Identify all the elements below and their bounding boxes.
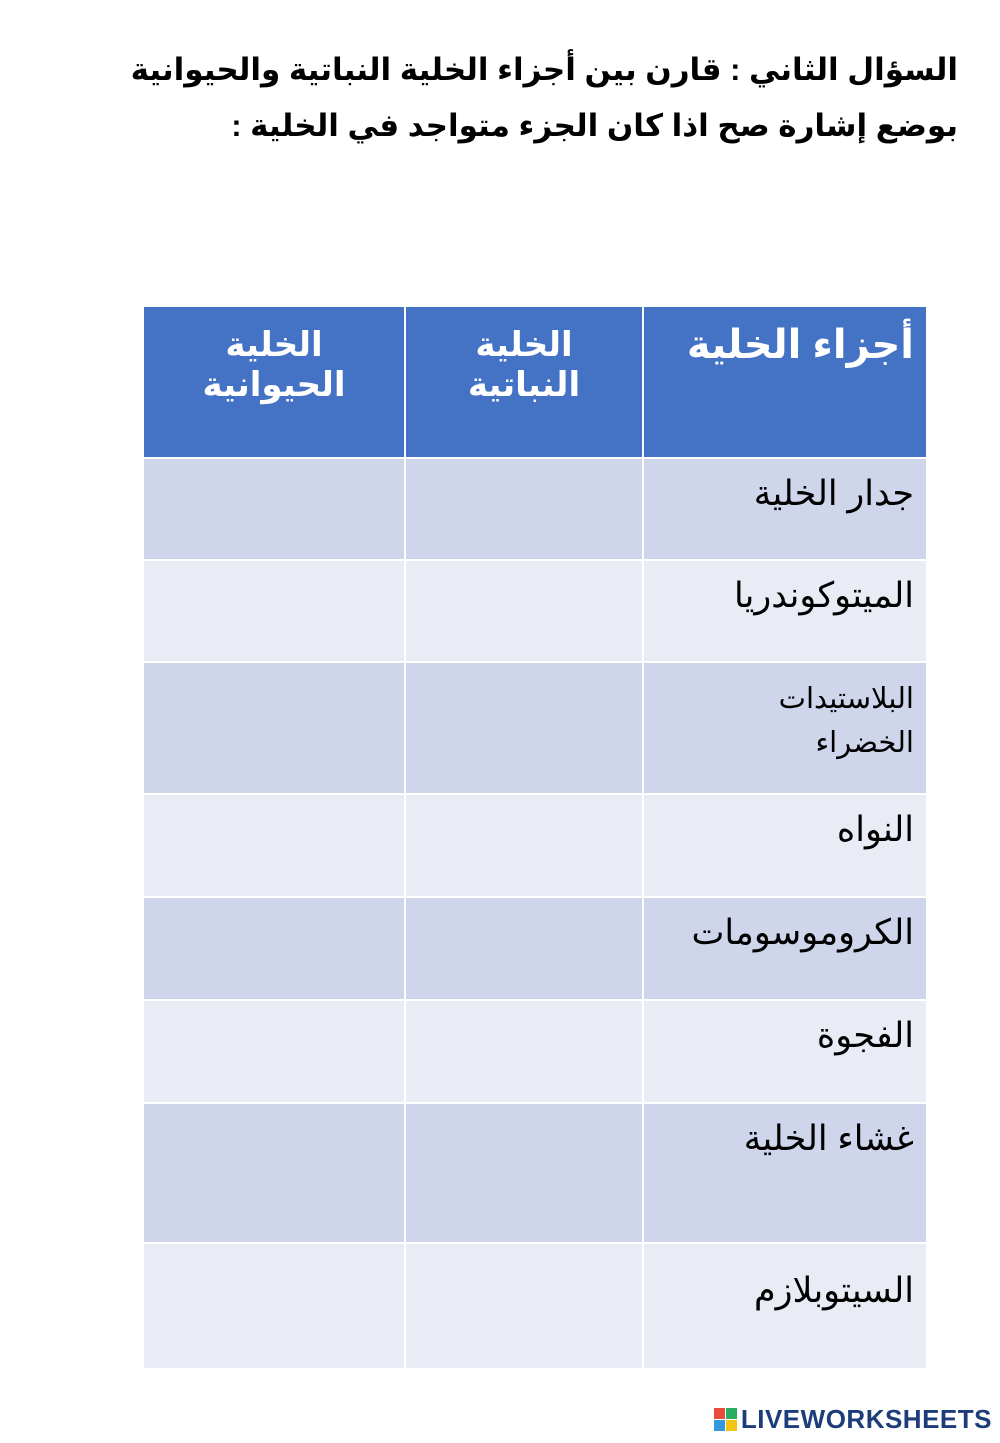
part-cell-vacuole: الفجوة [643,1000,927,1103]
table-row [143,560,927,662]
plant-check-cell-membrane[interactable] [405,1103,643,1243]
header-cell-plant [405,306,643,458]
animal-check-mitochondria[interactable] [143,560,405,662]
part-cell-chloroplasts [643,662,927,794]
part-cell-cell-membrane: غشاء الخلية [643,1103,927,1243]
header-cell-animal [143,306,405,458]
animal-check-cytoplasm[interactable] [143,1243,405,1369]
plant-check-vacuole[interactable] [405,1000,643,1103]
table-row [143,1103,927,1243]
header-plant-line-2: النباتية [467,366,581,404]
logo-square-2 [726,1408,737,1419]
plant-check-nucleus[interactable] [405,794,643,897]
part-cell-cytoplasm: السيتوبلازم [643,1243,927,1369]
animal-check-nucleus[interactable] [143,794,405,897]
table-row [143,897,927,1000]
part-cell-cell-wall: جدار الخلية [643,458,927,560]
table-row [143,794,927,897]
liveworksheets-brand [714,1404,992,1435]
question-text [98,42,958,154]
table-row [143,458,927,560]
table-header-row [143,306,927,458]
header-cell-parts [643,306,927,458]
part-chloroplasts-line-1: البلاستيدات [778,683,914,715]
question-line-1: السؤال الثاني : قارن بين أجزاء الخلية النباتية والحيوانية [130,52,958,87]
header-animal-line-1: الخلية [225,326,323,364]
part-chloroplasts-line-2: الخضراء [815,727,914,759]
logo-square-3 [714,1420,725,1431]
logo-square-4 [726,1420,737,1431]
plant-check-mitochondria[interactable] [405,560,643,662]
table-row [143,662,927,794]
animal-check-chromosomes[interactable] [143,897,405,1000]
animal-check-chloroplasts[interactable] [143,662,405,794]
header-plant-line-1: الخلية [475,326,573,364]
liveworksheets-logo-icon [714,1408,737,1431]
table-row [143,1243,927,1369]
question-line-2: بوضع إشارة صح اذا كان الجزء متواجد في الخلية : [231,108,958,143]
part-cell-mitochondria: الميتوكوندريا [643,560,927,662]
part-cell-chromosomes: الكروموسومات [643,897,927,1000]
plant-check-chromosomes[interactable] [405,897,643,1000]
animal-check-cell-wall[interactable] [143,458,405,560]
header-parts-label: أجزاء الخلية [686,323,914,367]
table-row [143,1000,927,1103]
logo-square-1 [714,1408,725,1419]
plant-check-chloroplasts[interactable] [405,662,643,794]
animal-check-vacuole[interactable] [143,1000,405,1103]
plant-check-cytoplasm[interactable] [405,1243,643,1369]
liveworksheets-wordmark: LIVEWORKSHEETS [740,1404,992,1434]
animal-check-cell-membrane[interactable] [143,1103,405,1243]
part-cell-nucleus: النواه [643,794,927,897]
header-animal-line-2: الحيوانية [202,366,346,404]
comparison-table [142,305,928,1370]
plant-check-cell-wall[interactable] [405,458,643,560]
